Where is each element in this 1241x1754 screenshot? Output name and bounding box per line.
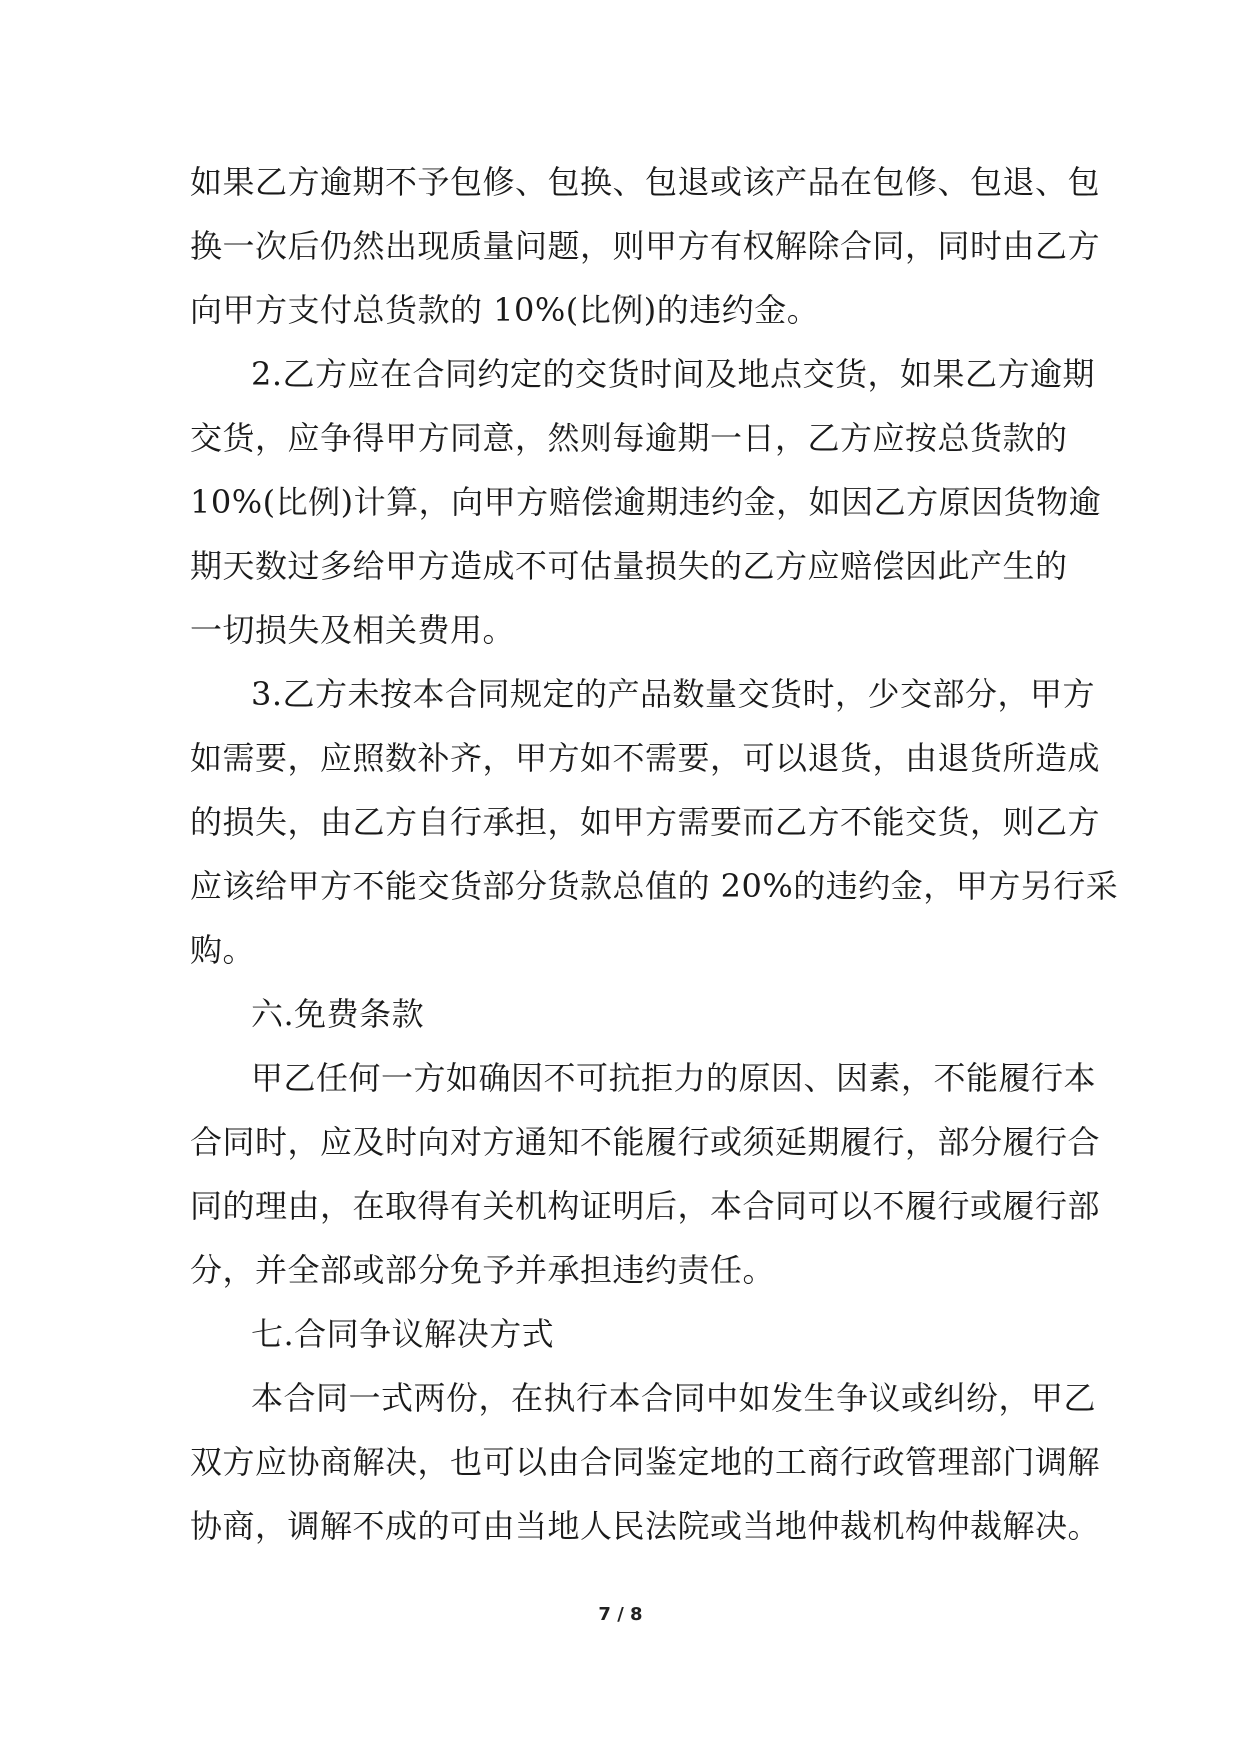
section-heading-text: 六.免费条款 bbox=[251, 995, 425, 1033]
text-line: 分，并全部或部分免予并承担违约责任。 bbox=[190, 1251, 776, 1289]
paragraph bbox=[190, 150, 1101, 342]
text-line: 交货，应争得甲方同意，然则每逾期一日，乙方应按总货款的 bbox=[190, 419, 1068, 457]
text-line: 期天数过多给甲方造成不可估量损失的乙方应赔偿因此产生的 bbox=[190, 547, 1068, 585]
text-line: 协商，调解不成的可由当地人民法院或当地仲裁机构仲裁解决。 bbox=[190, 1507, 1101, 1545]
text-line: 合同时，应及时向对方通知不能履行或须延期履行，部分履行合 bbox=[190, 1123, 1101, 1161]
text-line: 3.乙方未按本合同规定的产品数量交货时，少交部分，甲方 bbox=[251, 675, 1096, 713]
text-line: 同的理由，在取得有关机构证明后，本合同可以不履行或履行部 bbox=[190, 1187, 1101, 1225]
text-line: 应该给甲方不能交货部分货款总值的 20%的违约金，甲方另行采 bbox=[190, 867, 1119, 905]
page-number: 7 / 8 bbox=[598, 1604, 643, 1625]
text-line: 甲乙任何一方如确因不可抗拒力的原因、因素，不能履行本 bbox=[251, 1059, 1097, 1097]
text-line: 双方应协商解决，也可以由合同鉴定地的工商行政管理部门调解 bbox=[190, 1443, 1101, 1481]
text-line: 向甲方支付总货款的 10%(比例)的违约金。 bbox=[190, 291, 820, 329]
text-line: 如果乙方逾期不予包修、包换、包退或该产品在包修、包退、包 bbox=[190, 163, 1101, 201]
text-line: 的损失，由乙方自行承担，如甲方需要而乙方不能交货，则乙方 bbox=[190, 803, 1101, 841]
text-line: 换一次后仍然出现质量问题，则甲方有权解除合同，同时由乙方 bbox=[190, 227, 1101, 265]
section-heading bbox=[190, 982, 1056, 1046]
text-line: 购。 bbox=[190, 931, 256, 969]
section-heading bbox=[190, 1302, 1056, 1366]
text-line: 2.乙方应在合同约定的交货时间及地点交货，如果乙方逾期 bbox=[251, 355, 1096, 393]
paragraph bbox=[190, 342, 1102, 662]
paragraph bbox=[190, 662, 1119, 982]
text-line: 如需要，应照数补齐，甲方如不需要，可以退货，由退货所造成 bbox=[190, 739, 1101, 777]
text-line: 10%(比例)计算，向甲方赔偿逾期违约金，如因乙方原因货物逾 bbox=[190, 483, 1102, 521]
document-body bbox=[190, 150, 1119, 1558]
paragraph bbox=[190, 1046, 1101, 1302]
text-line: 一切损失及相关费用。 bbox=[190, 611, 516, 649]
paragraph bbox=[190, 1366, 1101, 1558]
section-heading-text: 七.合同争议解决方式 bbox=[251, 1315, 555, 1353]
text-line: 本合同一式两份，在执行本合同中如发生争议或纠纷，甲乙 bbox=[251, 1379, 1097, 1417]
